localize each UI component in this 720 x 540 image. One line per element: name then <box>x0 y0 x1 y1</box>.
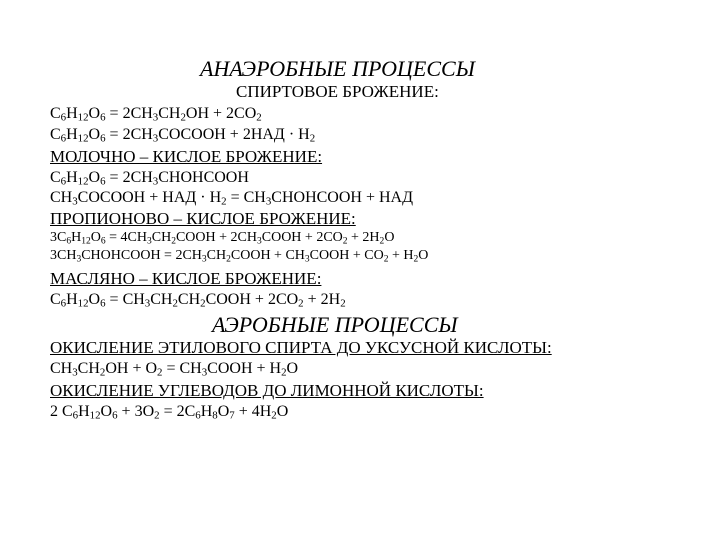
subheading-propionic: ПРОПИОНОВО – КИСЛОЕ БРОЖЕНИЕ: <box>50 209 356 228</box>
subheading-carb-oxidation: ОКИСЛЕНИЕ УГЛЕВОДОВ ДО ЛИМОННОЙ КИСЛОТЫ: <box>50 381 484 400</box>
equation-lactic-1: $C_6H_{12}O_6$ = $2CH_3CHOHCOOH$ <box>50 169 249 188</box>
heading-anaerobic: АНАЭРОБНЫЕ ПРОЦЕССЫ <box>200 56 475 81</box>
equation-alcoholic-1: $C_6H_{12}O_6 = 2CH_3CH_2OH + 2CO_2$ <box>50 105 262 124</box>
equation-propionic-2: $3CH_3CHOHCOOH$ = $2CH_3CH_2COOH$ + $CH_3COOH + CO_2 + H_2O$ <box>50 248 429 265</box>
subheading-alcoholic: СПИРТОВОЕ БРОЖЕНИЕ: <box>236 82 439 101</box>
equation-lactic-2: $CH_3COCOOH$ + НАД · $H_2$ = $CH_3CHOHCOOH$ + НАД <box>50 189 414 208</box>
subheading-butyric: МАСЛЯНО – КИСЛОЕ БРОЖЕНИЕ: <box>50 269 322 288</box>
equation-carb-oxidation: 2 $C_6H_{12}O_6 + 3O_2 = 2C_6H_8O_7 + 4H_2O$ <box>50 403 289 422</box>
equation-butyric-1: $C_6H_{12}O_6$ = $CH_3CH_2CH_2COOH + 2CO_2 + 2H_2$ <box>50 291 346 310</box>
equation-ethanol-oxidation: $CH_3CH_2OH + O_2$ = $CH_3COOH + H_2O$ <box>50 360 299 379</box>
subheading-ethanol-oxidation: ОКИСЛЕНИЕ ЭТИЛОВОГО СПИРТА ДО УКСУСНОЙ КИСЛОТЫ: <box>50 338 552 357</box>
equation-alcoholic-2: $C_6H_{12}O_6$ = $2CH_3COCOOH + 2НАД \cdot H_2$ <box>50 126 316 145</box>
heading-aerobic: АЭРОБНЫЕ ПРОЦЕССЫ <box>212 312 458 337</box>
subheading-lactic: МОЛОЧНО – КИСЛОЕ БРОЖЕНИЕ: <box>50 147 323 166</box>
equation-propionic-1: $3C_6H_{12}O_6$ = $4CH_3CH_2COOH$ + $2CH_3COOH + 2CO_2 + 2H_2O$ <box>50 230 395 247</box>
